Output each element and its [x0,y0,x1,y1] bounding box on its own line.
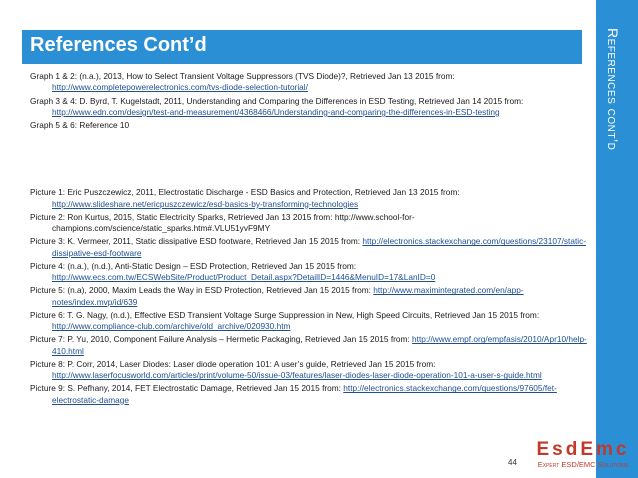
logo-name: EsdEmc [536,439,630,460]
logo-tagline: Expert ESD/EMC Solutions [537,460,629,469]
reference-text: Picture 7: P. Yu, 2010, Component Failure Analysis – Hermetic Packaging, Retrieved Jan 15 2015 from: [30,334,413,345]
title-bar [22,30,582,64]
picture-reference-item [30,187,590,210]
reference-text: Picture 6: T. G. Nagy, (n.d.), Effective ESD Transient Voltage Surge Suppression in New, High Speed Circuits, Retrieved Jan 15 2015 from: [30,309,540,320]
reference-link[interactable]: http://www.ecs.com.tw/ECSWebSite/Product/Product_Detail.aspx?DetailID=1446&MenuID=17&LanID=0 [52,272,436,283]
reference-text: Graph 5 & 6: Reference 10 [30,120,130,130]
reference-link[interactable]: http://www.slideshare.net/ericpuszczewicz/esd-basics-by-transforming-technologies [52,198,359,209]
reference-link[interactable]: http://www.compliance-club.com/archive/old_archive/020930.htm [52,321,291,332]
reference-text: Picture 5: (n.a), 2000, Maxim Leads the Way in ESD Protection, Retrieved Jan 15 2015 from: [30,285,374,296]
picture-reference-item [30,310,590,333]
page-number: 44 [508,458,517,467]
graph-reference-item [30,96,590,119]
reference-link[interactable]: http://www.edn.com/design/test-and-measurement/4368466/Understanding-and-comparing-the-differences-in-ESD-testing [52,106,500,117]
reference-link[interactable]: http://electronics.stackexchange.com/questions/23107/static-dissipative-esd-footware [52,236,587,258]
page-title: References Cont’d [30,34,207,56]
side-bar [596,0,638,478]
picture-reference-item [30,236,590,259]
reference-link[interactable]: http://www.maximintegrated.com/en/app-notes/index.mvp/id/639 [52,285,524,307]
reference-link[interactable]: http://www.empf.org/empfasis/2010/Apr10/help-410.html [52,334,587,356]
picture-reference-item [30,359,590,382]
reference-text: Graph 1 & 2: (n.a.), 2013, How to Select Transient Voltage Suppressors (TVS Diode)?, Retrieved Jan 13 2015 from: [30,71,455,81]
reference-text: Picture 1: Eric Puszczewicz, 2011, Electrostatic Discharge - ESD Basics and Protection, Retrieved Jan 13 2015 from: [30,187,460,198]
picture-reference-item [30,383,590,406]
reference-text: Picture 3: K. Vermeer, 2011, Static dissipative ESD footware, Retrieved Jan 15 2015 from: [30,236,363,247]
reference-text: Picture 8: P. Corr, 2014, Laser Diodes: Laser diode operation 101: A user’s guide, Retrieved Jan 15 2015 from: [30,358,436,369]
picture-reference-item [30,212,590,235]
side-label: References cont’d [605,28,621,151]
picture-references [30,187,590,406]
company-logo [528,440,638,474]
graph-references [30,71,590,131]
reference-link[interactable]: http://www.completepowerelectronics.com/tvs-diode-selection-tutorial/ [52,82,308,93]
picture-reference-item [30,285,590,308]
reference-link[interactable]: http://www.laserfocusworld.com/articles/print/volume-50/issue-03/features/laser-diodes-laser-diode-operation-101-a-user-s-guide.html [52,370,542,381]
picture-reference-item [30,261,590,284]
reference-text: Graph 3 & 4: D. Byrd, T. Kugelstadt, 2011, Understanding and Comparing the Differences in ESD Testing, Retrieved Jan 14 2015 from: [30,95,524,106]
graph-reference-item [30,71,590,94]
reference-text: Picture 2: Ron Kurtus, 2015, Static Electricity Sparks, Retrieved Jan 13 2015 from: http://www.school-for-champions.com/science/static_sparks.htm#.VLU51yvF9MY [30,211,415,234]
picture-reference-item [30,334,590,357]
graph-reference-item [30,120,590,131]
reference-text: Picture 4: (n.a.), (n.d.), Anti-Static Design – ESD Protection, Retrieved Jan 15 2015 from: [30,260,357,271]
reference-text: Picture 9: S. Pefhany, 2014, FET Electrostatic Damage, Retrieved Jan 15 2015 from: [30,383,344,394]
references-list [30,71,590,408]
reference-link[interactable]: http://electronics.stackexchange.com/questions/97605/fet-electrostatic-damage [52,383,557,405]
